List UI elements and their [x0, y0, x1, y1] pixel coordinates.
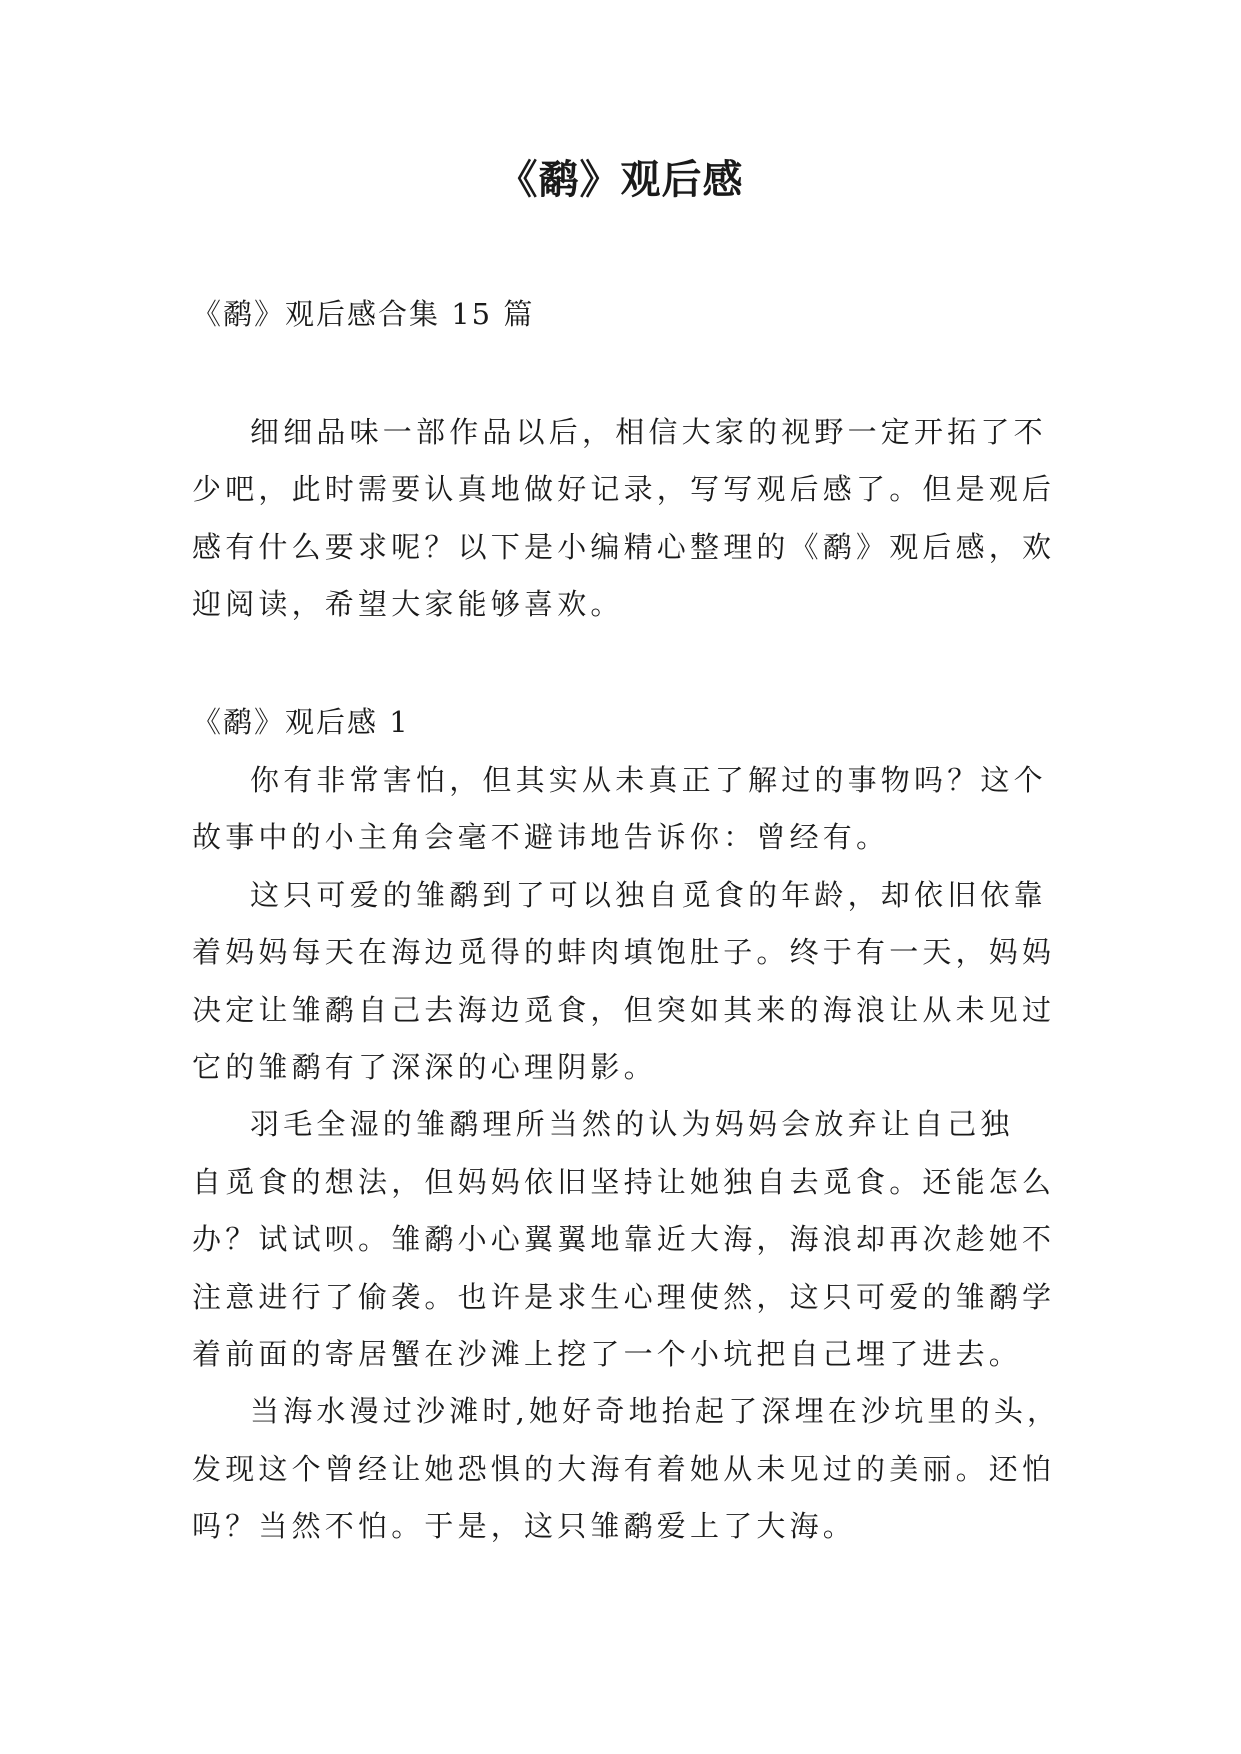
body-line: 着妈妈每天在海边觅得的蚌肉填饱肚子。终于有一天，妈妈 [192, 935, 1056, 970]
body-line: 决定让雏鹬自己去海边觅食，但突如其来的海浪让从未见过 [192, 992, 1056, 1027]
body-line: 办？试试呗。雏鹬小心翼翼地靠近大海，海浪却再次趁她不 [192, 1222, 1056, 1257]
body-line: 注意进行了偷袭。也许是求生心理使然，这只可爱的雏鹬学 [192, 1279, 1056, 1314]
section-heading: 《鹬》观后感 1 [192, 705, 410, 739]
body-paragraph [192, 1383, 1061, 1555]
body-line: 它的雏鹬有了深深的心理阴影。 [192, 1050, 657, 1085]
body-line: 自觅食的想法，但妈妈依旧坚持让她独自去觅食。还能怎么 [192, 1164, 1056, 1199]
body-line: 故事中的小主角会毫不避讳地告诉你：曾经有。 [192, 820, 890, 855]
document-title: 《鹬》观后感 [497, 157, 744, 203]
body-line: 当海水漫过沙滩时,她好奇地抬起了深埋在沙坑里的头， [250, 1394, 1061, 1429]
body-line: 你有非常害怕，但其实从未真正了解过的事物吗？这个 [250, 763, 1047, 797]
intro-line: 细细品味一部作品以后，相信大家的视野一定开拓了不 [250, 415, 1047, 449]
body-paragraph [192, 1096, 1056, 1383]
document-subtitle: 《鹬》观后感合集 15 篇 [192, 297, 535, 331]
intro-line: 迎阅读，希望大家能够喜欢。 [192, 587, 624, 622]
body-line: 这只可爱的雏鹬到了可以独自觅食的年龄，却依旧依靠 [250, 877, 1047, 912]
intro-line: 少吧，此时需要认真地做好记录，写写观后感了。但是观后 [192, 472, 1056, 507]
body-paragraph [192, 867, 1056, 1097]
body-line: 吗？当然不怕。于是，这只雏鹬爱上了大海。 [192, 1509, 857, 1544]
intro-line: 感有什么要求呢？以下是小编精心整理的《鹬》观后感，欢 [192, 529, 1056, 564]
body-line: 着前面的寄居蟹在沙滩上挖了一个小坑把自己埋了进去。 [192, 1337, 1023, 1372]
body-line: 发现这个曾经让她恐惧的大海有着她从未见过的美丽。还怕 [192, 1451, 1056, 1486]
section-body [192, 752, 1061, 1556]
body-paragraph [192, 752, 1048, 867]
intro-paragraph [192, 404, 1056, 634]
body-line: 羽毛全湿的雏鹬理所当然的认为妈妈会放弃让自己独 [250, 1107, 1014, 1142]
